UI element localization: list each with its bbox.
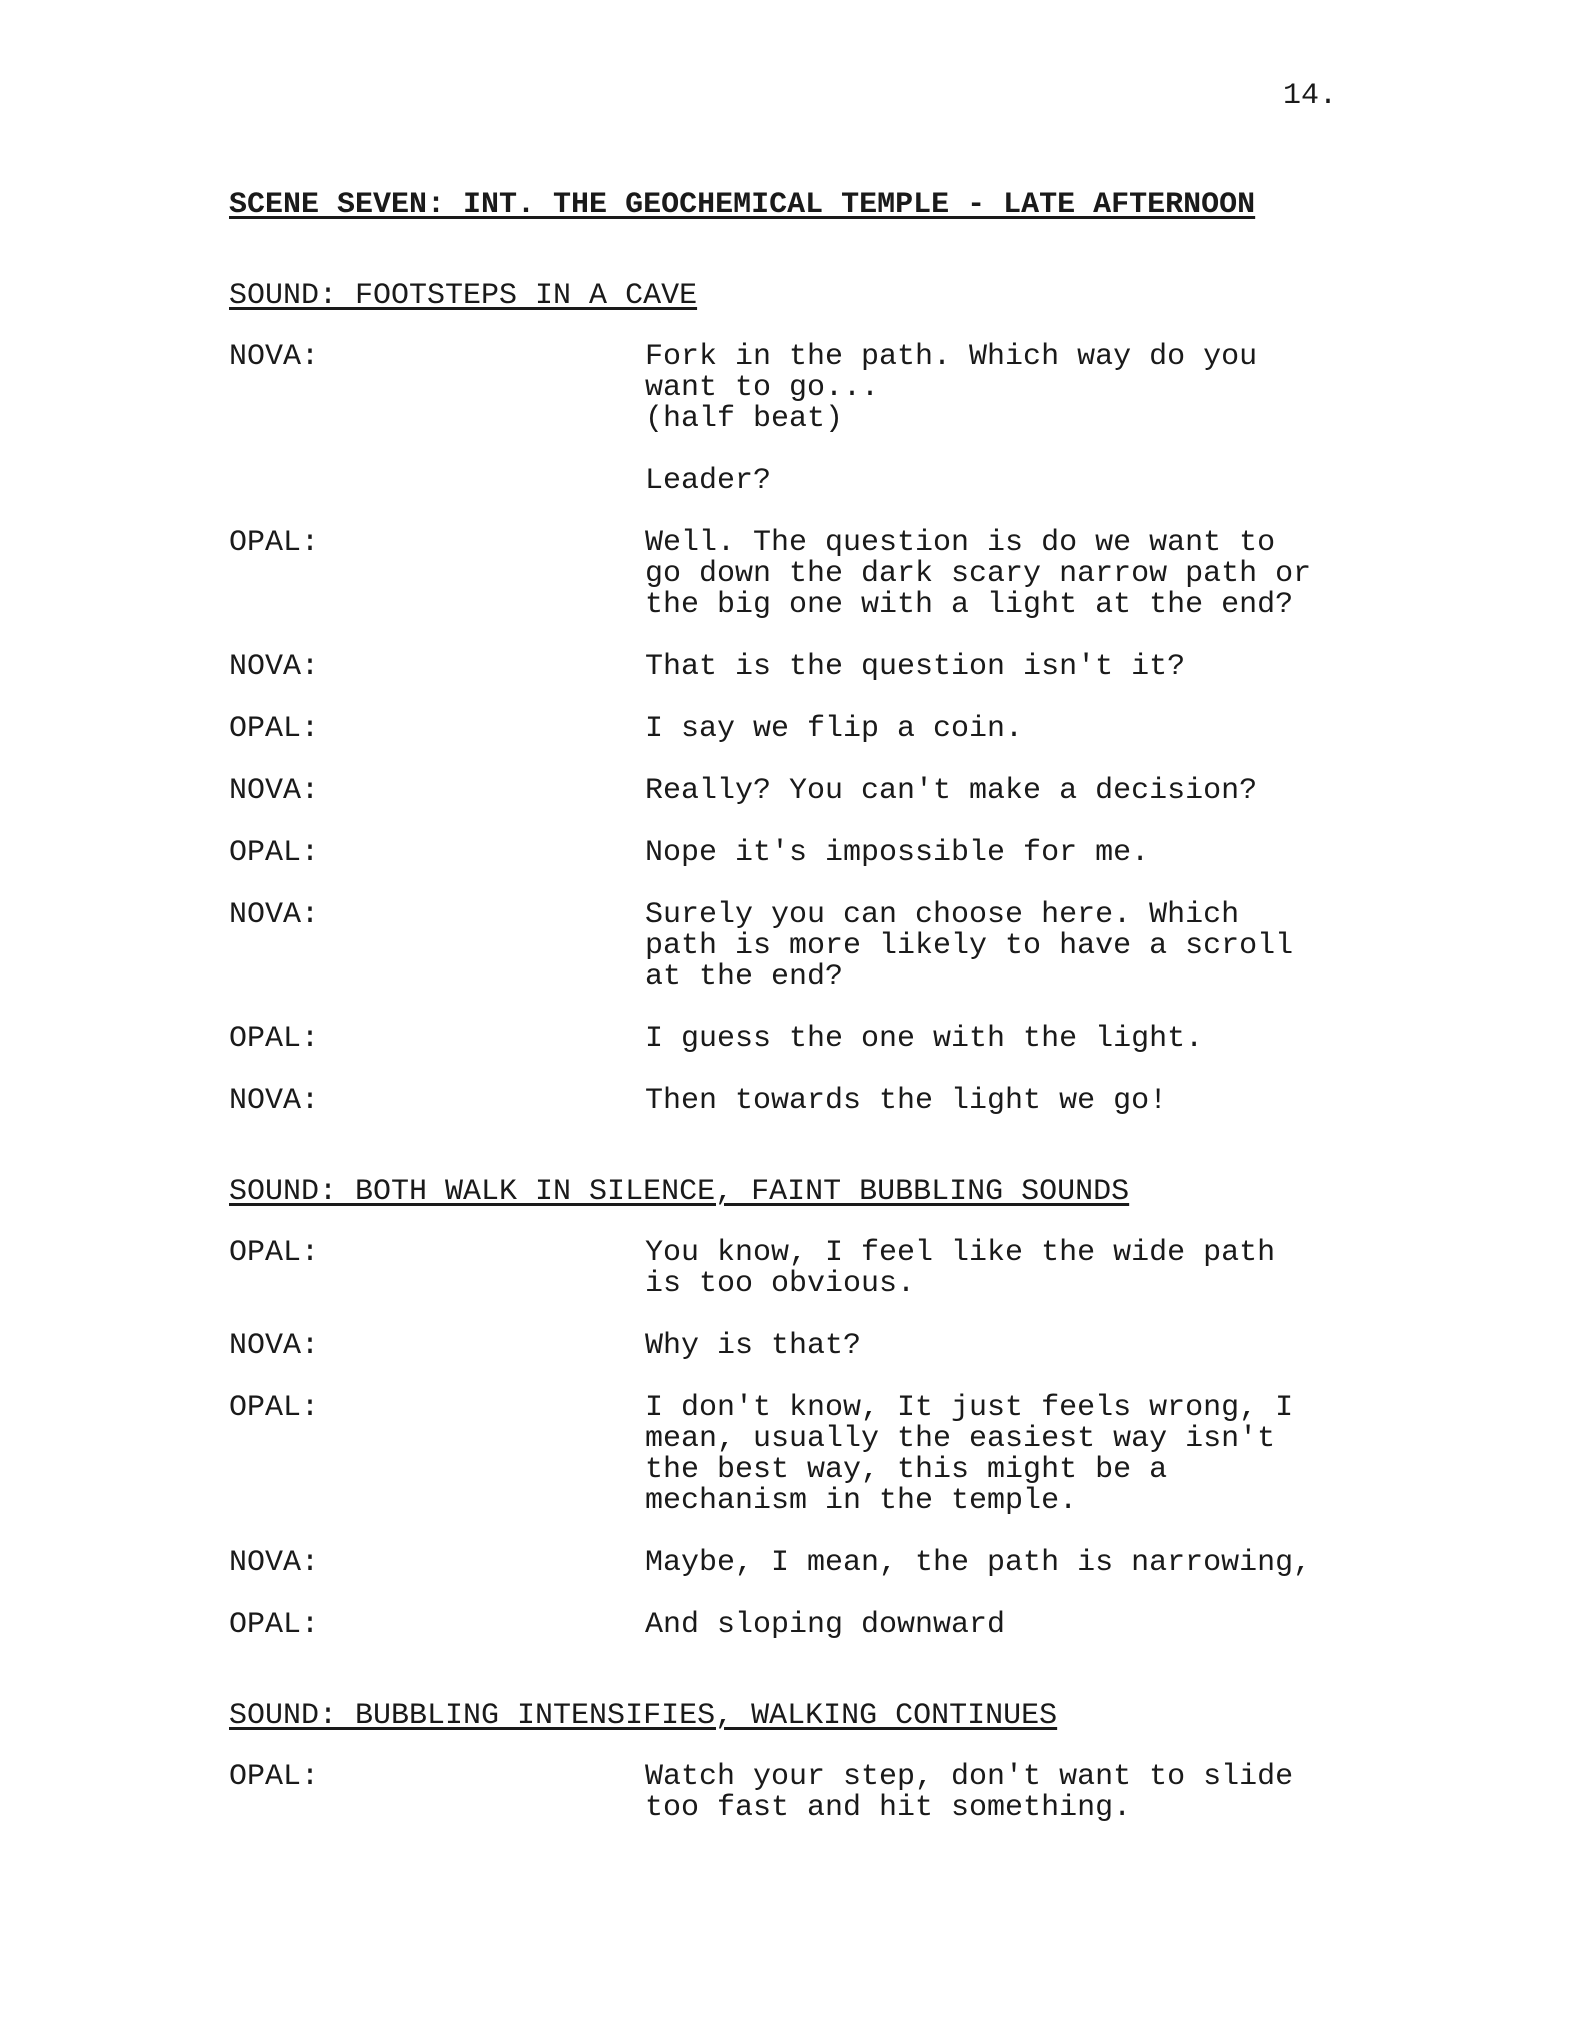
dialogue-text [645,1610,1349,1641]
dialogue-line: Fork in the path. Which way do you [645,340,1258,374]
dialogue-text [645,652,1349,683]
dialogue-line: too fast and hit something. [645,1791,1132,1825]
character-name: OPAL: [229,1022,320,1056]
dialogue-row [229,1393,1349,1517]
dialogue-line: the big one with a light at the end? [645,588,1294,622]
dialogue-text [645,1762,1349,1824]
character-name: OPAL: [229,526,320,560]
dialogue-block [229,1762,1349,1824]
sound-cue: SOUND: BUBBLING INTENSIFIES, WALKING CONTINUES [229,1699,1058,1733]
dialogue-row [229,1086,1349,1117]
sound-cue-block [229,281,1349,312]
dialogue-line: I say we flip a coin. [645,712,1024,746]
dialogue-line: Then towards the light we go! [645,1084,1168,1118]
dialogue-block [229,1238,1349,1300]
dialogue-text [645,342,1349,497]
dialogue-block [229,838,1349,869]
dialogue-row [229,652,1349,683]
dialogue-line: go down the dark scary narrow path or [645,557,1312,591]
dialogue-line: Nope it's impossible for me. [645,836,1150,870]
dialogue-line: Maybe, I mean, the path is narrowing, [645,1546,1312,1580]
character-name: OPAL: [229,1760,320,1794]
sound-cue: SOUND: FOOTSTEPS IN A CAVE [229,279,698,313]
dialogue-block [229,900,1349,993]
script-body [229,190,1349,1855]
dialogue-text [645,1393,1349,1517]
dialogue-line: I don't know, It just feels wrong, I [645,1391,1294,1425]
character-name: NOVA: [229,340,320,374]
dialogue-block [229,342,1349,497]
script-blocks [229,281,1349,1824]
dialogue-text [645,838,1349,869]
dialogue-block [229,1024,1349,1055]
character-name: NOVA: [229,774,320,808]
dialogue-block [229,776,1349,807]
dialogue-line: And sloping downward [645,1608,1006,1642]
dialogue-line: That is the question isn't it? [645,650,1186,684]
character-name: OPAL: [229,1608,320,1642]
dialogue-line: Leader? [645,464,772,498]
dialogue-row [229,1331,1349,1362]
dialogue-text [645,1024,1349,1055]
dialogue-row [229,714,1349,745]
sound-cue: SOUND: BOTH WALK IN SILENCE, FAINT BUBBLING SOUNDS [229,1175,1130,1209]
dialogue-line: is too obvious. [645,1267,916,1301]
dialogue-text [645,714,1349,745]
dialogue-line: Well. The question is do we want to [645,526,1276,560]
character-name: NOVA: [229,898,320,932]
sound-cue-block [229,1177,1349,1208]
dialogue-text [645,1331,1349,1362]
dialogue-block [229,714,1349,745]
dialogue-line: want to go... [645,371,880,405]
dialogue-text [645,1086,1349,1117]
dialogue-line: Surely you can choose here. Which [645,898,1240,932]
character-name: OPAL: [229,712,320,746]
dialogue-block [229,1086,1349,1117]
dialogue-row [229,1762,1349,1824]
dialogue-line: mean, usually the easiest way isn't [645,1422,1276,1456]
dialogue-row [229,1238,1349,1300]
dialogue-block [229,1393,1349,1517]
dialogue-row [229,900,1349,993]
page-number: 14. [1282,79,1337,113]
dialogue-text [645,776,1349,807]
dialogue-line: path is more likely to have a scroll [645,929,1294,963]
dialogue-row [229,1610,1349,1641]
dialogue-row [229,342,1349,497]
dialogue-line: I guess the one with the light. [645,1022,1204,1056]
dialogue-row [229,776,1349,807]
dialogue-row [229,528,1349,621]
dialogue-block [229,1331,1349,1362]
dialogue-line [645,435,1349,466]
dialogue-line: Really? You can't make a decision? [645,774,1258,808]
dialogue-line: Watch your step, don't want to slide [645,1760,1294,1794]
character-name: OPAL: [229,836,320,870]
dialogue-text [645,528,1349,621]
dialogue-line: You know, I feel like the wide path [645,1236,1276,1270]
character-name: NOVA: [229,1329,320,1363]
dialogue-block [229,652,1349,683]
dialogue-row [229,838,1349,869]
character-name: NOVA: [229,650,320,684]
dialogue-row [229,1024,1349,1055]
dialogue-text [645,1548,1349,1579]
character-name: OPAL: [229,1391,320,1425]
character-name: OPAL: [229,1236,320,1270]
dialogue-block [229,528,1349,621]
scene-heading: SCENE SEVEN: INT. THE GEOCHEMICAL TEMPLE - LATE AFTERNOON [229,188,1256,222]
dialogue-line: Why is that? [645,1329,862,1363]
dialogue-row [229,1548,1349,1579]
dialogue-line: at the end? [645,960,844,994]
character-name: NOVA: [229,1546,320,1580]
dialogue-line: the best way, this might be a [645,1453,1168,1487]
dialogue-block [229,1548,1349,1579]
dialogue-line: (half beat) [645,402,844,436]
dialogue-line: mechanism in the temple. [645,1484,1078,1518]
dialogue-text [645,900,1349,993]
dialogue-block [229,1610,1349,1641]
character-name: NOVA: [229,1084,320,1118]
dialogue-text [645,1238,1349,1300]
sound-cue-block [229,1701,1349,1732]
